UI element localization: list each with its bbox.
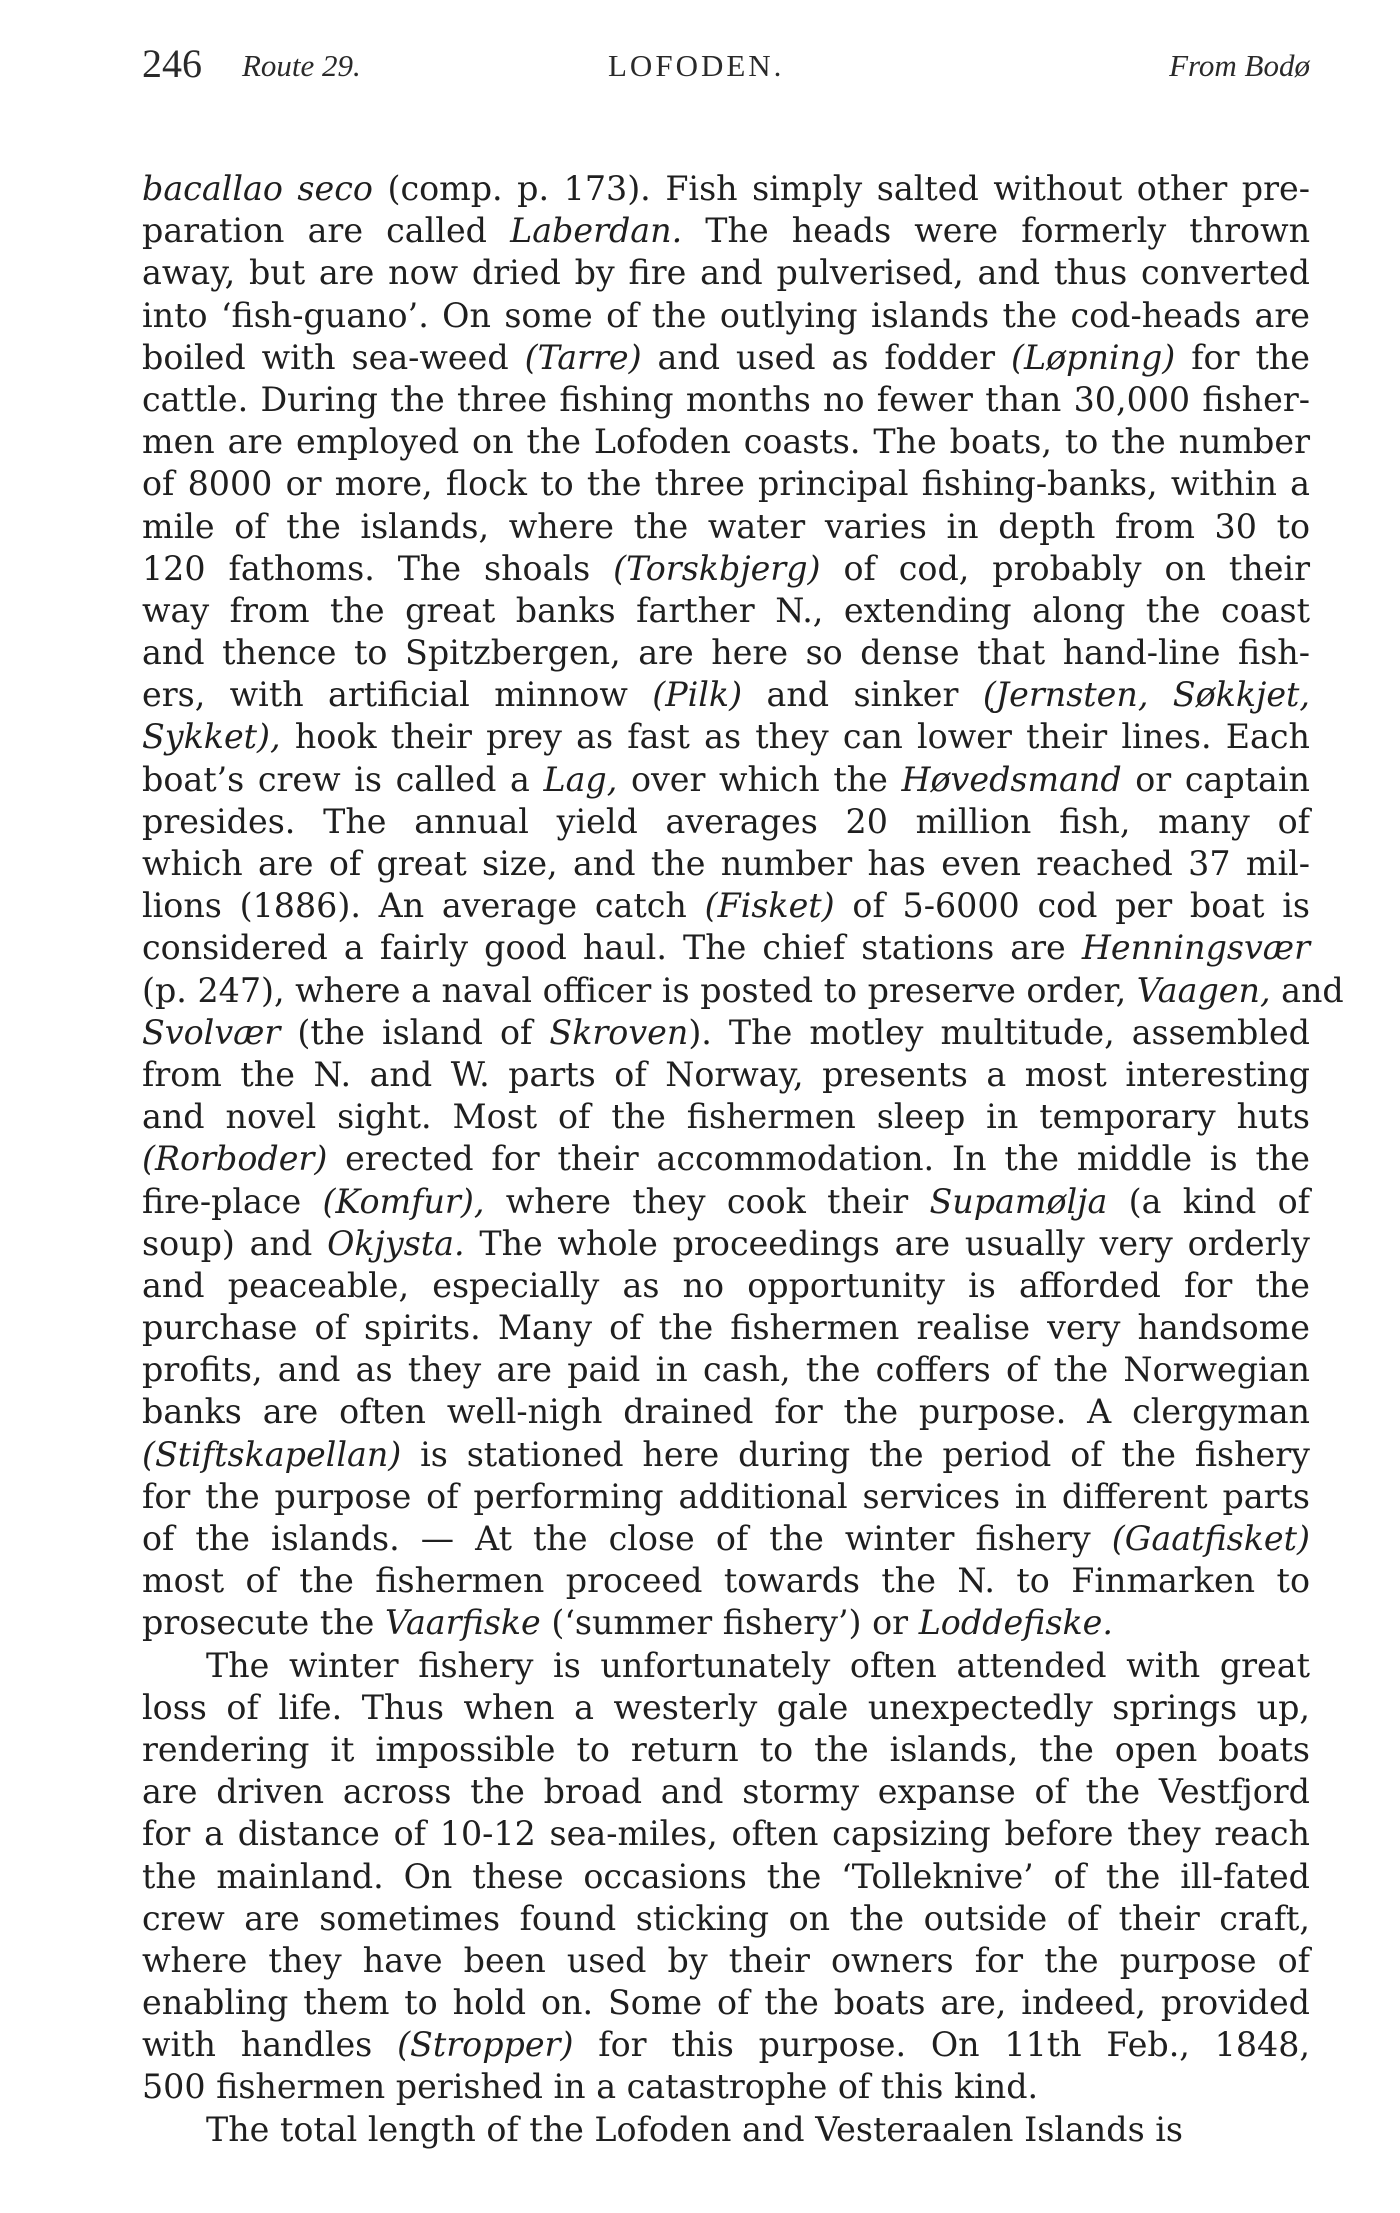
text-line bbox=[142, 1138, 1310, 1180]
text-run: and novel sight. Most of the fishermen sleep in temporary huts bbox=[142, 1097, 1310, 1137]
italic-term: Sykket), bbox=[142, 717, 281, 757]
text-line bbox=[142, 632, 1310, 674]
italic-term: (Rorboder) bbox=[142, 1139, 328, 1179]
text-run: paration are called bbox=[142, 211, 511, 251]
text-run: (‘summer fishery’) or bbox=[540, 1603, 919, 1643]
text-run: (p. 247), where a naval officer is posted to preserve order, bbox=[142, 970, 1137, 1010]
text-line bbox=[142, 970, 1344, 1012]
text-line bbox=[142, 1434, 1310, 1476]
text-run: way from the great banks farther N., extending along the coast bbox=[142, 590, 1310, 630]
text-line bbox=[142, 421, 1310, 463]
page-number: 246 bbox=[142, 41, 202, 86]
text-line bbox=[142, 463, 1310, 505]
text-line bbox=[142, 252, 1310, 294]
text-line bbox=[142, 843, 1310, 885]
text-run: and sinker bbox=[742, 675, 983, 715]
text-run: and thence to Spitzbergen, are here so dense that hand-line fish- bbox=[142, 633, 1310, 673]
text-run: considered a fairly good haul. The chief stations are bbox=[142, 928, 1082, 968]
text-line bbox=[142, 590, 1310, 632]
text-line bbox=[142, 1687, 1310, 1729]
text-line bbox=[142, 716, 1310, 758]
text-line bbox=[142, 2024, 1310, 2066]
text-line bbox=[142, 1729, 1310, 1771]
text-run: fire-place bbox=[142, 1181, 323, 1221]
text-run: 120 fathoms. The shoals bbox=[142, 548, 614, 588]
text-line bbox=[142, 674, 1310, 716]
text-line bbox=[142, 1898, 1310, 1940]
text-line bbox=[142, 1181, 1310, 1223]
text-run: crew are sometimes found sticking on the outside of their craft, bbox=[142, 1898, 1310, 1938]
text-run: which are of great size, and the number has even reached 37 mil- bbox=[142, 844, 1310, 883]
text-run: lions (1886). An average catch bbox=[142, 886, 705, 926]
text-run: ers, with artificial minnow bbox=[142, 675, 653, 715]
text-line bbox=[142, 1391, 1310, 1433]
italic-term: Loddefiske. bbox=[918, 1603, 1113, 1643]
text-run: erected for their accommodation. In the middle is the bbox=[327, 1139, 1310, 1179]
text-run: mile of the islands, where the water varies in depth from 30 to bbox=[142, 506, 1310, 546]
italic-term: (Gaatfisket) bbox=[1111, 1519, 1310, 1558]
text-run: loss of life. Thus when a westerly gale unexpectedly springs up, bbox=[142, 1687, 1310, 1727]
text-line bbox=[142, 1476, 1310, 1518]
text-run: boat’s crew is called a bbox=[142, 759, 544, 799]
text-line bbox=[142, 1096, 1310, 1138]
text-line bbox=[142, 1054, 1310, 1096]
italic-term: (Stropper) bbox=[397, 2025, 574, 2065]
text-run: or captain bbox=[1121, 759, 1310, 799]
italic-term: (Pilk) bbox=[652, 675, 743, 715]
text-line bbox=[142, 1813, 1310, 1855]
text-line bbox=[142, 1771, 1310, 1813]
text-line bbox=[142, 927, 1310, 969]
text-run: The total length of the Lofoden and Vesteraalen Islands is bbox=[206, 2109, 1183, 2149]
text-line bbox=[142, 1602, 1310, 1644]
text-run: for this purpose. On 11th Feb., 1848, bbox=[573, 2025, 1310, 2065]
text-run: boiled with sea-weed bbox=[142, 337, 525, 377]
italic-term: (Jernsten, Søkkjet, bbox=[982, 675, 1310, 715]
text-run: into ‘fish-guano’. On some of the outlying islands the cod-heads are bbox=[142, 295, 1310, 335]
text-run: enabling them to hold on. Some of the boats are, indeed, provided bbox=[142, 1983, 1310, 2023]
text-run: 500 fishermen perished in a catastrophe of this kind. bbox=[142, 2067, 1039, 2107]
text-run: The winter fishery is unfortunately often attended with great bbox=[206, 1645, 1310, 1685]
route-label: Route 29. bbox=[242, 48, 361, 83]
text-run: for the purpose of performing additional services in different parts bbox=[142, 1476, 1310, 1516]
text-run: presides. The annual yield averages 20 million fish, many of bbox=[142, 801, 1310, 841]
text-run: of the islands. — At the close of the winter fishery bbox=[142, 1519, 1112, 1558]
body-text bbox=[142, 168, 1344, 2151]
text-run: cattle. During the three fishing months no fewer than 30,000 fisher- bbox=[142, 379, 1310, 419]
text-run: soup) and bbox=[142, 1223, 328, 1263]
italic-term: Vaagen, bbox=[1136, 970, 1271, 1010]
text-line bbox=[142, 1012, 1310, 1054]
text-run: and peaceable, especially as no opportunity is afforded for the bbox=[142, 1265, 1310, 1305]
text-run: where they have been used by their owners for the purpose of bbox=[142, 1940, 1310, 1980]
text-run: and bbox=[1270, 970, 1344, 1010]
text-line bbox=[142, 1645, 1310, 1687]
text-run: purchase of spirits. Many of the fishermen realise very handsome bbox=[142, 1308, 1310, 1348]
page-title: LOFODEN. bbox=[608, 48, 785, 83]
text-run: with handles bbox=[142, 2025, 398, 2065]
text-run: for a distance of 10-12 sea-miles, often capsizing before they reach bbox=[142, 1814, 1310, 1854]
text-line bbox=[142, 759, 1310, 801]
text-run: (a kind of bbox=[1107, 1181, 1310, 1221]
italic-term: Henningsvær bbox=[1081, 928, 1310, 968]
running-head bbox=[142, 40, 1310, 102]
text-line bbox=[142, 1518, 1310, 1560]
italic-term: Laberdan. bbox=[510, 211, 683, 251]
text-run: over which the bbox=[617, 759, 902, 799]
text-run: where they cook their bbox=[484, 1181, 930, 1221]
text-run: profits, and as they are paid in cash, the coffers of the Norwegian bbox=[142, 1350, 1310, 1390]
italic-term: Supamølja bbox=[929, 1181, 1108, 1221]
italic-term: bacallao seco bbox=[142, 169, 373, 208]
text-line bbox=[142, 1265, 1310, 1307]
italic-term: Vaarfiske bbox=[384, 1603, 541, 1643]
text-run: The whole proceedings are usually very orderly bbox=[464, 1223, 1310, 1263]
text-run: are driven across the broad and stormy expanse of the Vestfjord bbox=[142, 1772, 1310, 1812]
text-line bbox=[142, 1856, 1310, 1898]
text-run: of cod, probably on their bbox=[820, 548, 1310, 588]
text-line bbox=[142, 210, 1310, 252]
text-line bbox=[142, 168, 1310, 210]
italic-term: (Løpning) bbox=[1010, 337, 1176, 377]
italic-term: Høvedsmand bbox=[901, 759, 1122, 799]
text-line bbox=[142, 548, 1310, 590]
text-line bbox=[142, 1940, 1310, 1982]
text-run: rendering it impossible to return to the islands, the open boats bbox=[142, 1729, 1310, 1769]
text-run: ). The motley multitude, assembled bbox=[688, 1012, 1310, 1052]
italic-term: (Torskbjerg) bbox=[613, 548, 821, 588]
text-line bbox=[142, 1307, 1310, 1349]
italic-term: Okjysta. bbox=[327, 1223, 465, 1263]
italic-term: (Tarre) bbox=[524, 337, 642, 377]
text-run: from the N. and W. parts of Norway, presents a most interesting bbox=[142, 1054, 1310, 1094]
text-run: of 5-6000 cod per boat is bbox=[834, 886, 1311, 926]
text-run: The heads were formerly thrown bbox=[682, 211, 1311, 251]
text-run: (the island of bbox=[280, 1012, 550, 1052]
text-run: of 8000 or more, flock to the three principal fishing-banks, within a bbox=[142, 464, 1310, 504]
text-run: most of the fishermen proceed towards the N. to Finmarken to bbox=[142, 1561, 1310, 1601]
text-run: prosecute the bbox=[142, 1603, 385, 1643]
text-line bbox=[142, 1560, 1310, 1602]
text-run: for the bbox=[1175, 337, 1310, 377]
text-run: hook their prey as fast as they can lower their lines. Each bbox=[280, 717, 1310, 757]
text-run: the mainland. On these occasions the ‘Tolleknive’ of the ill-fated bbox=[142, 1856, 1310, 1896]
text-line bbox=[142, 379, 1310, 421]
text-line bbox=[142, 1982, 1310, 2024]
text-line bbox=[142, 2109, 1310, 2151]
text-line bbox=[142, 506, 1310, 548]
text-line bbox=[142, 2066, 1310, 2108]
italic-term: Skroven bbox=[549, 1012, 689, 1052]
italic-term: (Fisket) bbox=[704, 886, 835, 926]
text-run: men are employed on the Lofoden coasts. The boats, to the number bbox=[142, 422, 1310, 462]
text-run: (comp. p. 173). Fish simply salted without other pre- bbox=[372, 169, 1310, 208]
italic-term: Svolvær bbox=[142, 1012, 281, 1052]
text-run: away, but are now dried by fire and pulverised, and thus converted bbox=[142, 253, 1310, 293]
text-line bbox=[142, 337, 1310, 379]
text-line bbox=[142, 1223, 1310, 1265]
italic-term: (Stiftskapellan) bbox=[142, 1434, 402, 1474]
book-page bbox=[142, 40, 1344, 2151]
text-line bbox=[142, 801, 1310, 843]
text-run: and used as fodder bbox=[641, 337, 1011, 377]
text-line bbox=[142, 1349, 1310, 1391]
text-run: banks are often well-nigh drained for the purpose. A clergyman bbox=[142, 1392, 1310, 1432]
italic-term: (Komfur), bbox=[322, 1181, 485, 1221]
text-line bbox=[142, 885, 1310, 927]
italic-term: Lag, bbox=[543, 759, 618, 799]
from-label: From Bodø bbox=[1169, 48, 1310, 83]
text-line bbox=[142, 295, 1310, 337]
text-run: is stationed here during the period of the fishery bbox=[401, 1434, 1310, 1474]
